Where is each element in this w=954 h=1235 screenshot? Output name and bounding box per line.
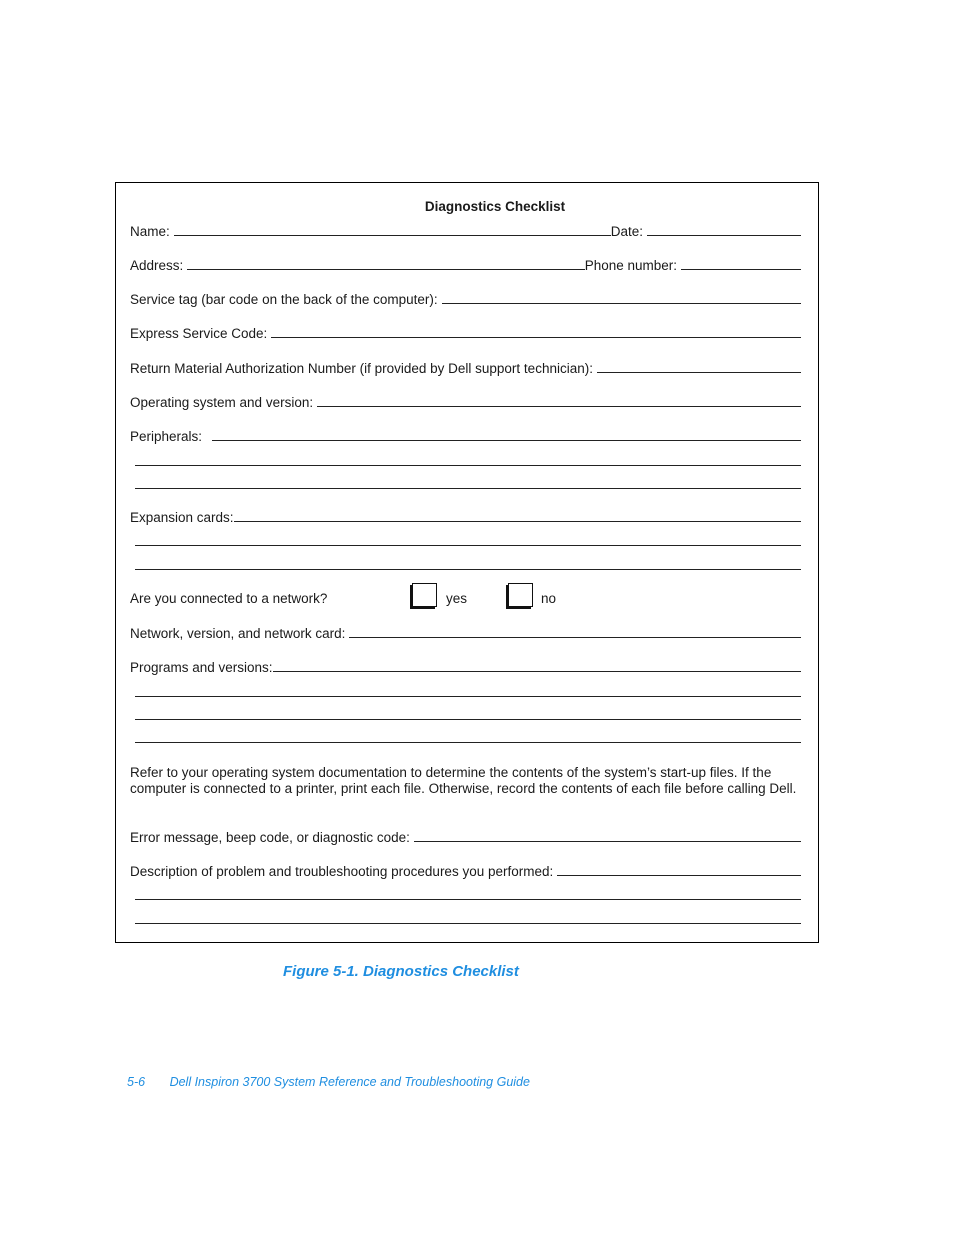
startup-files-note: Refer to your operating system documentation to determine the contents of the system’s start-up files. If the computer is connected to a printer, print each file. Otherwise, record the contents of each file before calling Dell. xyxy=(130,765,797,796)
description-label: Description of problem and troubleshooting procedures you performed: xyxy=(130,864,554,879)
address-label: Address: xyxy=(130,258,184,273)
description-line-3[interactable] xyxy=(135,923,801,924)
address-phone-row xyxy=(130,255,801,273)
peripherals-line-3[interactable] xyxy=(135,488,801,489)
service-tag-label: Service tag (bar code on the back of the computer): xyxy=(130,292,438,307)
footer-title: Dell Inspiron 3700 System Reference and Troubleshooting Guide xyxy=(169,1075,530,1089)
os-label: Operating system and version: xyxy=(130,395,314,410)
os-field[interactable] xyxy=(317,406,801,407)
date-field[interactable] xyxy=(647,235,801,236)
network-question: Are you connected to a network? xyxy=(130,591,328,606)
diagnostics-checklist-form xyxy=(115,182,819,943)
error-label: Error message, beep code, or diagnostic code: xyxy=(130,830,410,845)
service-tag-field[interactable] xyxy=(442,303,801,304)
date-label: Date: xyxy=(610,224,643,239)
peripherals-row xyxy=(130,426,801,444)
error-row xyxy=(130,827,801,845)
name-label: Name: xyxy=(130,224,170,239)
peripherals-label: Peripherals: xyxy=(130,429,203,444)
description-field[interactable] xyxy=(557,875,801,876)
os-row xyxy=(130,392,801,410)
peripherals-line-2[interactable] xyxy=(135,465,801,466)
programs-line-4[interactable] xyxy=(135,742,801,743)
rma-label: Return Material Authorization Number (if provided by Dell support technician): xyxy=(130,361,593,376)
no-checkbox[interactable] xyxy=(508,583,533,607)
error-field[interactable] xyxy=(414,841,801,842)
programs-row xyxy=(130,657,801,675)
expansion-label: Expansion cards: xyxy=(130,510,234,525)
figure-caption: Figure 5-1. Diagnostics Checklist xyxy=(283,963,519,980)
yes-label: yes xyxy=(446,591,468,606)
expansion-line-2[interactable] xyxy=(135,545,801,546)
phone-label: Phone number: xyxy=(584,258,677,273)
peripherals-field[interactable] xyxy=(212,440,801,441)
checklist-title: Diagnostics Checklist xyxy=(424,199,566,214)
yes-checkbox[interactable] xyxy=(412,583,437,607)
programs-line-3[interactable] xyxy=(135,719,801,720)
page-number: 5-6 xyxy=(127,1075,146,1089)
programs-label: Programs and versions: xyxy=(130,660,273,675)
express-code-label: Express Service Code: xyxy=(130,326,268,341)
express-code-field[interactable] xyxy=(271,337,801,338)
programs-line-2[interactable] xyxy=(135,696,801,697)
name-field[interactable] xyxy=(174,235,611,236)
service-tag-row xyxy=(130,289,801,307)
description-line-2[interactable] xyxy=(135,899,801,900)
network-card-row xyxy=(130,623,801,641)
name-date-row xyxy=(130,221,801,239)
page-footer xyxy=(127,1075,530,1089)
programs-field[interactable] xyxy=(273,671,801,672)
address-field[interactable] xyxy=(187,269,584,270)
phone-field[interactable] xyxy=(681,269,801,270)
expansion-line-3[interactable] xyxy=(135,569,801,570)
network-card-label: Network, version, and network card: xyxy=(130,626,346,641)
network-card-field[interactable] xyxy=(349,637,801,638)
description-row xyxy=(130,861,801,879)
expansion-row xyxy=(130,507,801,525)
express-code-row xyxy=(130,323,801,341)
rma-field[interactable] xyxy=(597,372,801,373)
rma-row xyxy=(130,358,801,376)
no-label: no xyxy=(541,591,557,606)
expansion-field[interactable] xyxy=(234,521,801,522)
